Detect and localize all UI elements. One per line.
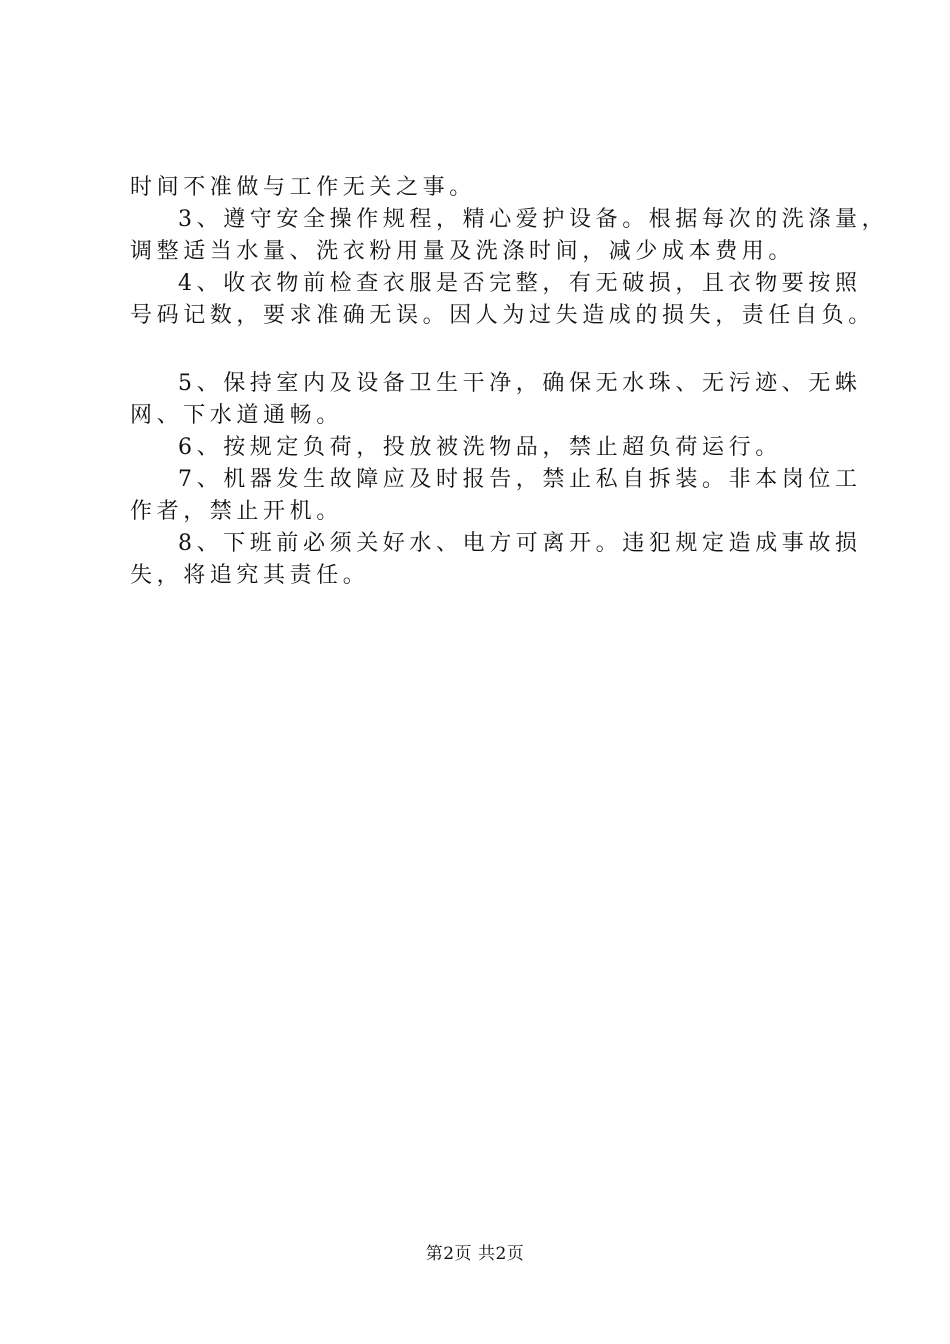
rule-3-line-2: 调整适当水量、洗衣粉用量及洗涤时间，减少成本费用。 <box>130 239 796 264</box>
rule-3-line-1: 3、遵守安全操作规程，精心爱护设备。根据每次的洗涤量， <box>178 207 889 232</box>
rule-8-line-2: 失，将追究其责任。 <box>130 563 370 588</box>
text-line: 时间不准做与工作无关之事。 <box>130 175 476 200</box>
rule-5-line-2: 网、下水道通畅。 <box>130 403 343 428</box>
rule-4-line-1: 4、收衣物前检查衣服是否完整，有无破损，且衣物要按照 <box>178 271 862 296</box>
rule-7-line-2: 作者，禁止开机。 <box>130 499 343 524</box>
rule-8-line-1: 8、下班前必须关好水、电方可离开。违犯规定造成事故损 <box>178 531 862 556</box>
page-footer: 第2页 共2页 <box>425 1244 525 1264</box>
document-body <box>130 172 889 592</box>
rule-6-line-1: 6、按规定负荷，投放被洗物品，禁止超负荷运行。 <box>178 435 782 460</box>
rule-4-line-2: 号码记数，要求准确无误。因人为过失造成的损失，责任自负。 <box>130 303 875 328</box>
paragraph-gap <box>130 332 870 368</box>
rule-7-line-1: 7、机器发生故障应及时报告，禁止私自拆装。非本岗位工 <box>178 467 862 492</box>
rule-5-line-1: 5、保持室内及设备卫生干净，确保无水珠、无污迹、无蛛 <box>178 371 862 396</box>
